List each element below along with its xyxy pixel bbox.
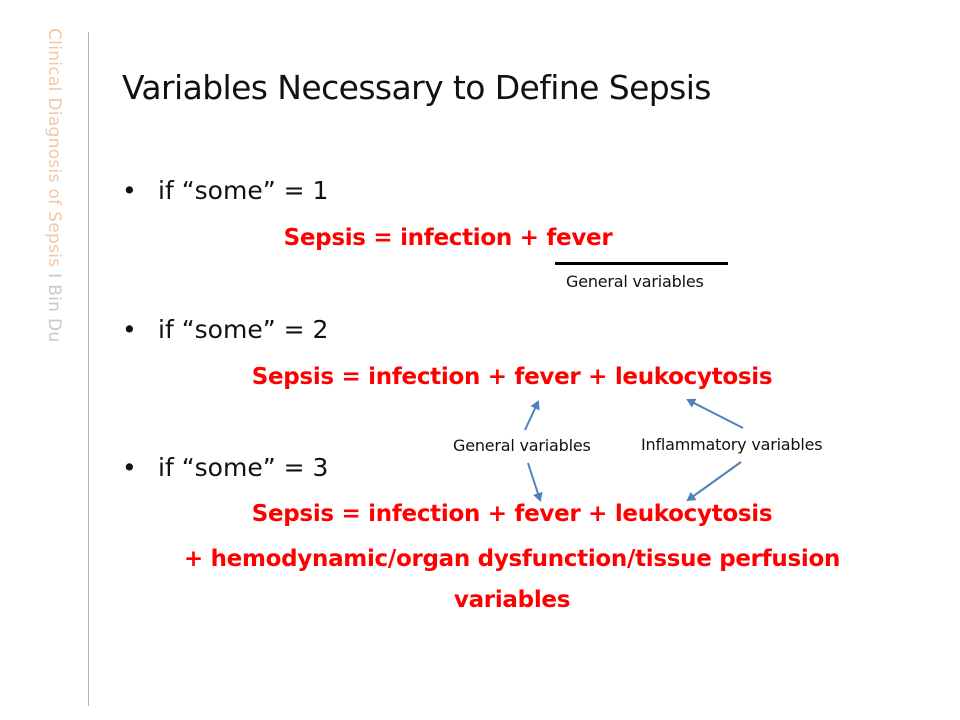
sidebar-title: Clinical Diagnosis of Sepsis [44, 28, 64, 268]
formula-3c: variables [453, 587, 571, 613]
arrow-up-inflammatory [688, 400, 743, 428]
bullet-text-1: if “some” = 1 [158, 176, 329, 205]
bullet-dot-icon: • [122, 315, 137, 344]
arrow-up-general [525, 402, 538, 430]
sidebar-author: Bin Du [44, 284, 64, 343]
formula-3b: + hemodynamic/organ dysfunction/tissue perfusion [183, 546, 841, 572]
bullet-dot-icon: • [122, 453, 137, 482]
inflammatory-variables-label: Inflammatory variables [641, 435, 823, 454]
general-variables-label-1: General variables [566, 272, 704, 291]
bullet-text-3: if “some” = 3 [158, 453, 329, 482]
arrow-down-inflammatory [688, 462, 741, 500]
sidebar-separator: I [44, 273, 64, 279]
arrow-down-general [528, 463, 540, 500]
bullet-text-2: if “some” = 2 [158, 315, 329, 344]
general-variables-label-2: General variables [453, 436, 591, 455]
slide-title: Variables Necessary to Define Sepsis [122, 68, 711, 107]
formula-1: Sepsis = infection + fever [283, 225, 613, 251]
formula-2: Sepsis = infection + fever + leukocytosis [251, 364, 773, 390]
formula-3a: Sepsis = infection + fever + leukocytosis [251, 501, 773, 527]
bullet-dot-icon: • [122, 176, 137, 205]
